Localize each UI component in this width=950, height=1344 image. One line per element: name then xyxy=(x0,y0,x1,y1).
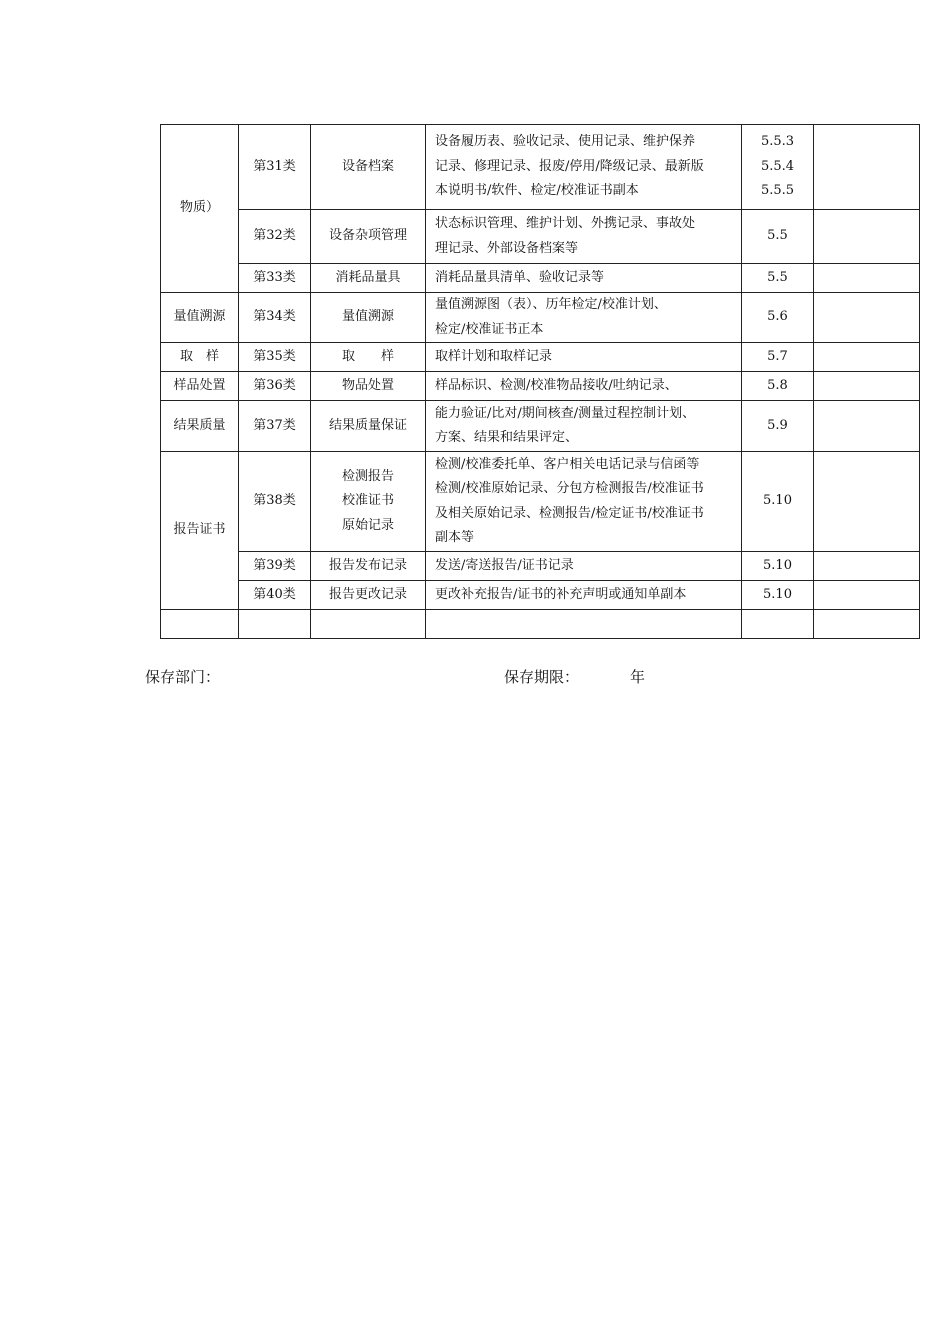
remark-cell xyxy=(814,293,920,343)
clause-cell: 5.10 xyxy=(742,452,814,552)
clause-cell: 5.10 xyxy=(742,552,814,581)
name-cell: 量值溯源 xyxy=(311,293,426,343)
storage-period-label: 保存期限： xyxy=(504,668,580,686)
clause-cell: 5.6 xyxy=(742,293,814,343)
content-cell: 消耗品量具清单、验收记录等 xyxy=(426,264,742,293)
table-row xyxy=(161,452,920,552)
content-cell: 取样计划和取样记录 xyxy=(426,343,742,372)
category-cell: 第37类 xyxy=(239,401,311,452)
table-row xyxy=(161,401,920,452)
name-cell: 设备档案 xyxy=(311,125,426,210)
group-cell: 取 样 xyxy=(161,343,239,372)
name-cell: 物品处置 xyxy=(311,372,426,401)
group-cell: 量值溯源 xyxy=(161,293,239,343)
table-row xyxy=(161,293,920,343)
remark-cell xyxy=(814,581,920,610)
category-cell: 第32类 xyxy=(239,210,311,264)
clause-cell: 5.9 xyxy=(742,401,814,452)
clause-cell: 5.10 xyxy=(742,581,814,610)
group-cell: 结果质量 xyxy=(161,401,239,452)
content-cell: 设备履历表、验收记录、使用记录、维护保养 记录、修理记录、报废/停用/降级记录、最新版 本说明书/软件、检定/校准证书副本 xyxy=(426,125,742,210)
content-cell: 检测/校准委托单、客户相关电话记录与信函等 检测/校准原始记录、分包方检测报告/校准证书 及相关原始记录、检测报告/检定证书/校准证书 副本等 xyxy=(426,452,742,552)
group-cell: 报告证书 xyxy=(161,452,239,610)
table-row xyxy=(161,125,920,210)
content-cell: 能力验证/比对/期间核查/测量过程控制计划、 方案、结果和结果评定、 xyxy=(426,401,742,452)
category-cell: 第33类 xyxy=(239,264,311,293)
content-cell: 发送/寄送报告/证书记录 xyxy=(426,552,742,581)
remark-cell xyxy=(814,264,920,293)
category-cell: 第36类 xyxy=(239,372,311,401)
empty-row xyxy=(161,610,920,639)
content-cell: 更改补充报告/证书的补充声明或通知单副本 xyxy=(426,581,742,610)
clause-cell: 5.8 xyxy=(742,372,814,401)
category-cell: 第35类 xyxy=(239,343,311,372)
records-table xyxy=(160,124,920,639)
clause-cell: 5.7 xyxy=(742,343,814,372)
content-cell: 样品标识、检测/校准物品接收/吐纳记录、 xyxy=(426,372,742,401)
content-cell: 状态标识管理、维护计划、外携记录、事故处 理记录、外部设备档案等 xyxy=(426,210,742,264)
remark-cell xyxy=(814,125,920,210)
group-cell: 物质） xyxy=(161,125,239,293)
empty-cell xyxy=(742,610,814,639)
name-cell: 取 样 xyxy=(311,343,426,372)
name-cell: 报告更改记录 xyxy=(311,581,426,610)
category-cell: 第34类 xyxy=(239,293,311,343)
remark-cell xyxy=(814,343,920,372)
name-cell: 检测报告 校准证书 原始记录 xyxy=(311,452,426,552)
clause-cell: 5.5 xyxy=(742,210,814,264)
remark-cell xyxy=(814,210,920,264)
table-row xyxy=(161,343,920,372)
name-cell: 消耗品量具 xyxy=(311,264,426,293)
storage-year-label: 年 xyxy=(630,668,646,686)
empty-cell xyxy=(814,610,920,639)
group-cell: 样品处置 xyxy=(161,372,239,401)
storage-department-label: 保存部门： xyxy=(145,668,221,686)
remark-cell xyxy=(814,401,920,452)
category-cell: 第39类 xyxy=(239,552,311,581)
table-row xyxy=(161,552,920,581)
empty-cell xyxy=(311,610,426,639)
table-row xyxy=(161,372,920,401)
remark-cell xyxy=(814,372,920,401)
name-cell: 结果质量保证 xyxy=(311,401,426,452)
name-cell: 报告发布记录 xyxy=(311,552,426,581)
clause-cell: 5.5.3 5.5.4 5.5.5 xyxy=(742,125,814,210)
table-row xyxy=(161,581,920,610)
category-cell: 第38类 xyxy=(239,452,311,552)
empty-cell xyxy=(239,610,311,639)
category-cell: 第31类 xyxy=(239,125,311,210)
remark-cell xyxy=(814,552,920,581)
empty-cell xyxy=(161,610,239,639)
remark-cell xyxy=(814,452,920,552)
name-cell: 设备杂项管理 xyxy=(311,210,426,264)
content-cell: 量值溯源图（表）、历年检定/校准计划、 检定/校准证书正本 xyxy=(426,293,742,343)
clause-cell: 5.5 xyxy=(742,264,814,293)
table-row xyxy=(161,210,920,264)
category-cell: 第40类 xyxy=(239,581,311,610)
table-row xyxy=(161,264,920,293)
empty-cell xyxy=(426,610,742,639)
